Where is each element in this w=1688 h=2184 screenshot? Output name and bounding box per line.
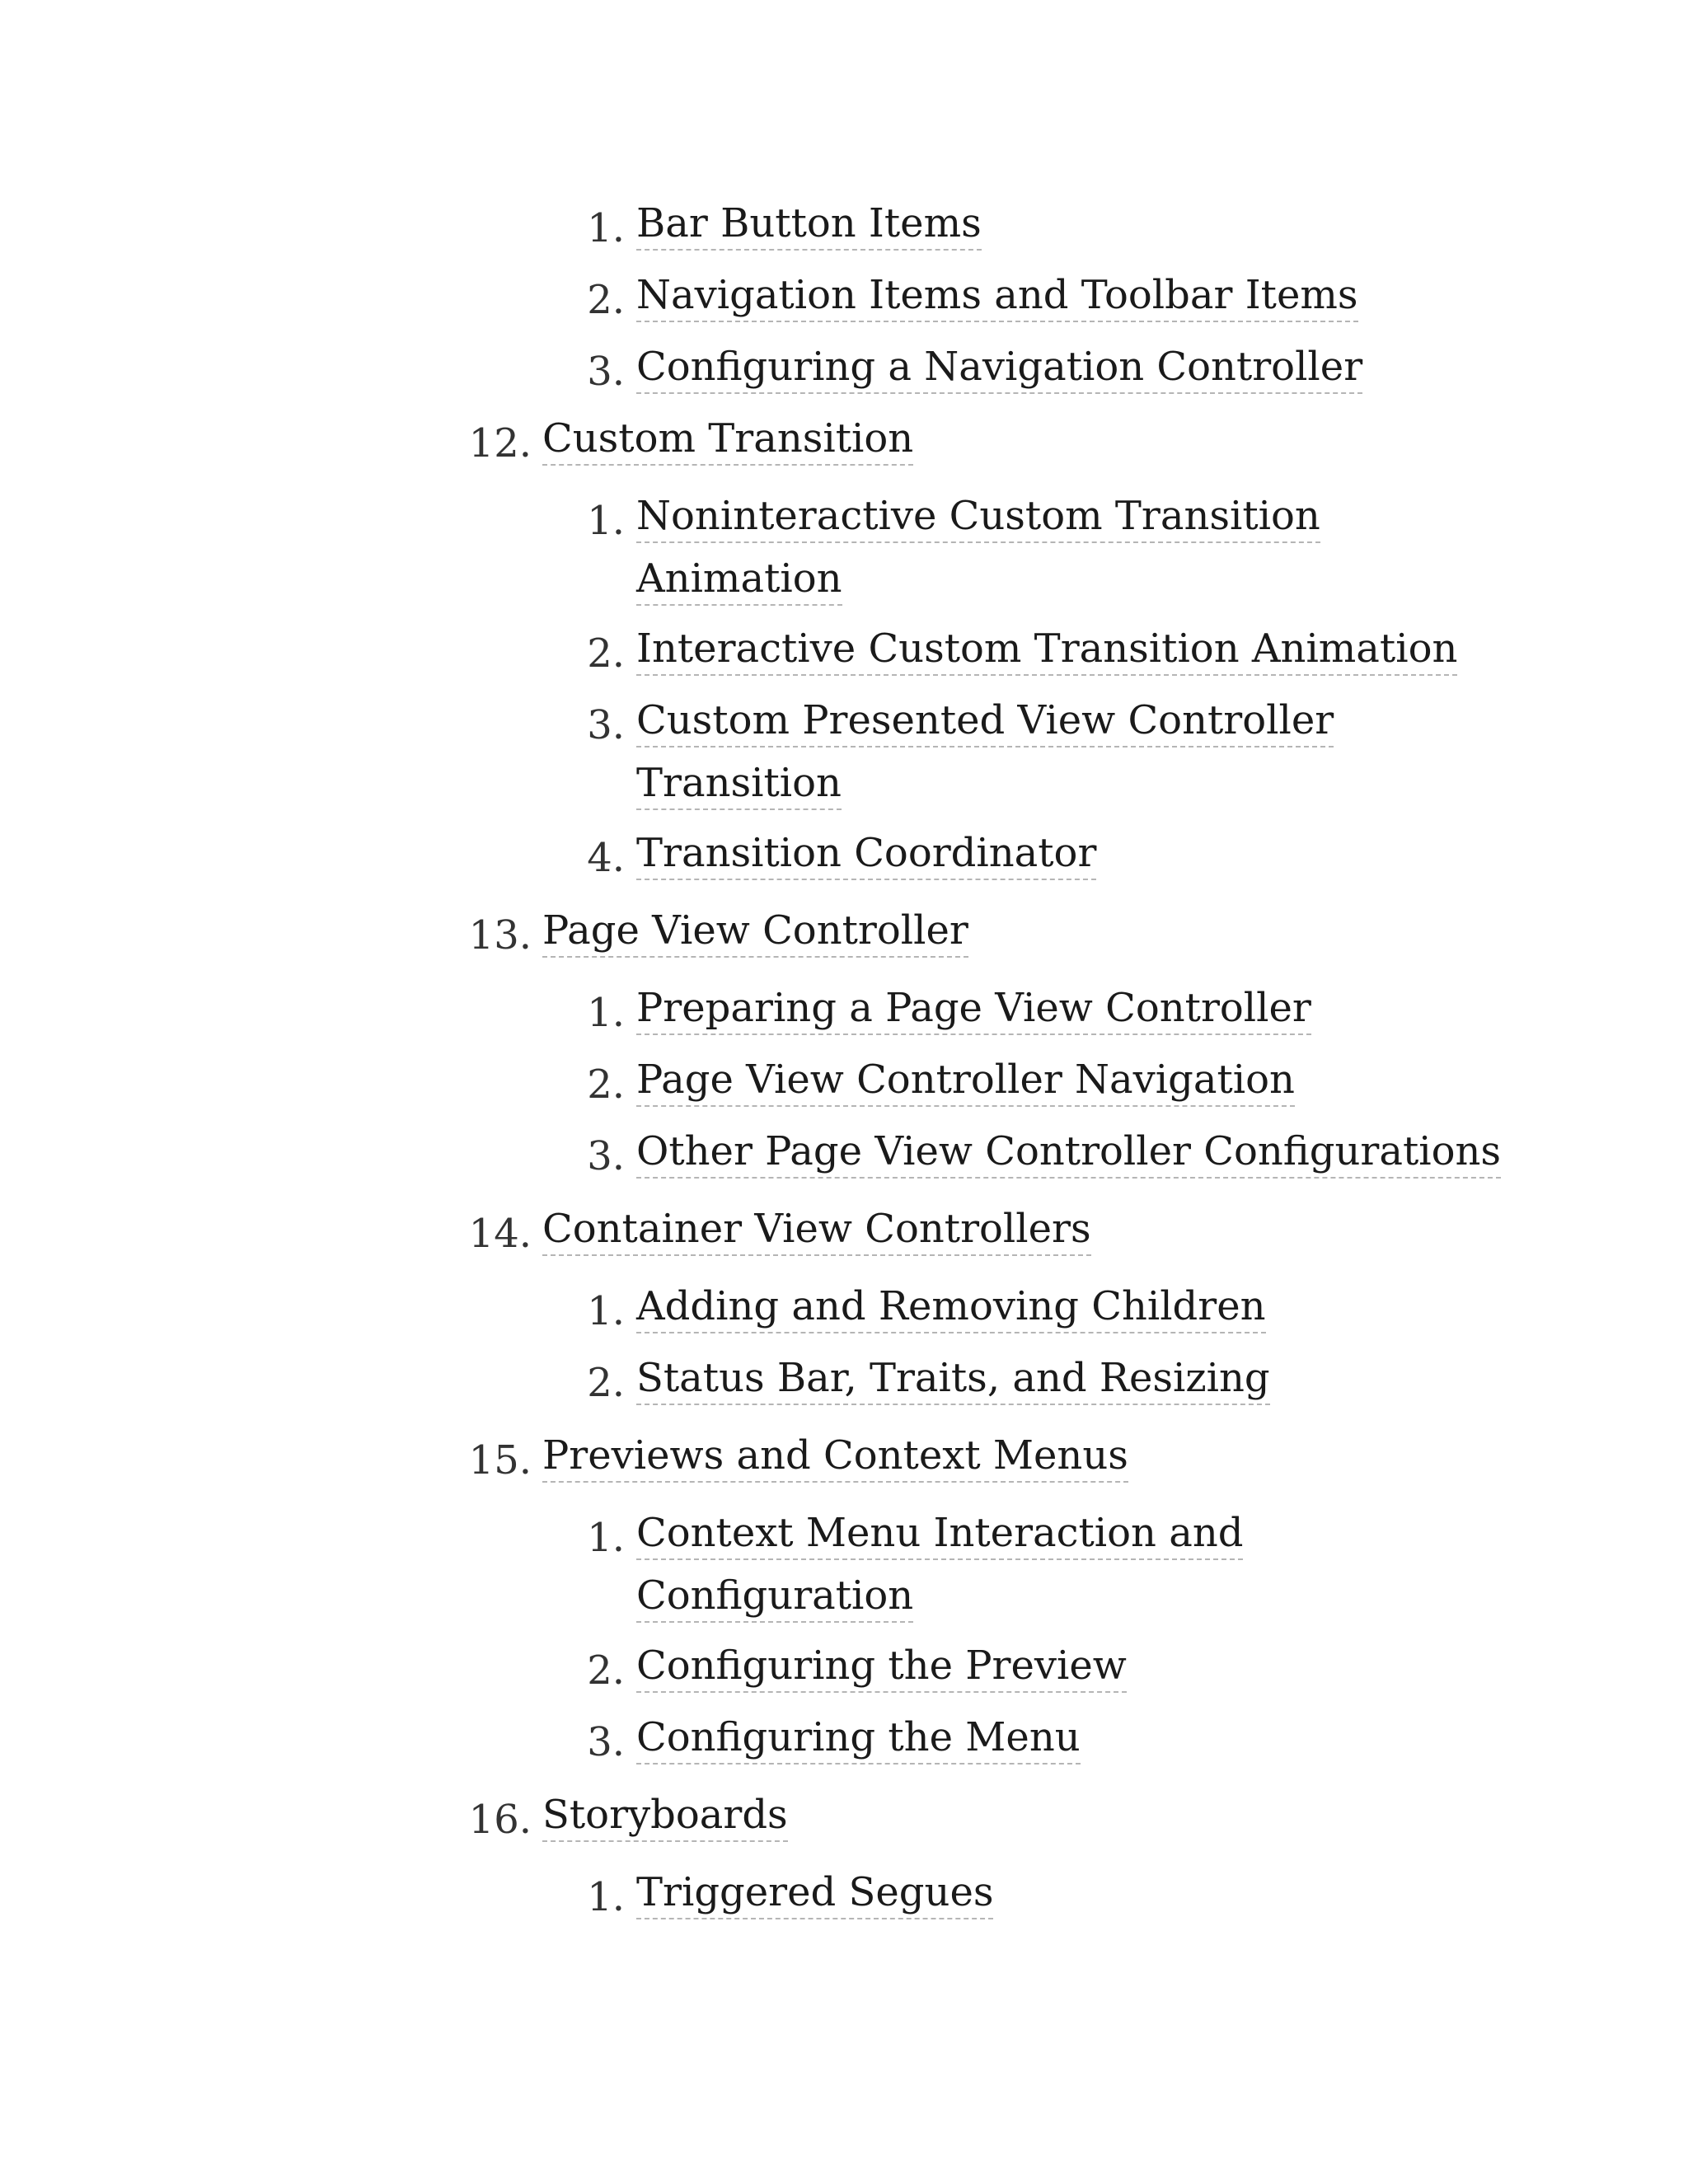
- toc-link-adding-removing-children[interactable]: Adding and Removing Children: [636, 1281, 1266, 1333]
- toc-link-page-view-controller-navigation[interactable]: Page View Controller Navigation: [636, 1054, 1295, 1107]
- toc-link-page-view-controller[interactable]: Page View Controller: [542, 905, 968, 958]
- toc-link-line: Context Menu Interaction and: [636, 1507, 1243, 1560]
- toc-chapter-number: 16.: [468, 1797, 532, 1843]
- toc-item-number: 1.: [587, 1288, 625, 1334]
- toc-link-custom-transition[interactable]: Custom Transition: [542, 413, 913, 466]
- toc-link-noninteractive-animation[interactable]: [636, 490, 1320, 616]
- toc-link-configuring-preview[interactable]: Configuring the Preview: [636, 1640, 1127, 1693]
- toc-link-status-bar-traits[interactable]: Status Bar, Traits, and Resizing: [636, 1352, 1270, 1405]
- toc-item-number: 2.: [587, 1360, 625, 1406]
- toc-item-number: 2.: [587, 277, 625, 323]
- toc-chapter-number: 13.: [468, 912, 532, 958]
- toc-link-custom-presented-transition[interactable]: [636, 695, 1334, 820]
- toc-link-triggered-segues[interactable]: Triggered Segues: [636, 1867, 993, 1919]
- toc-link-container-view-controllers[interactable]: Container View Controllers: [542, 1203, 1091, 1256]
- toc-link-previews-context-menus[interactable]: Previews and Context Menus: [542, 1430, 1128, 1483]
- toc-link-line: Noninteractive Custom Transition: [636, 490, 1320, 543]
- toc-chapter-number: 12.: [468, 420, 532, 466]
- toc-link-line: Transition: [636, 757, 842, 810]
- toc-link-context-menu-interaction[interactable]: [636, 1507, 1243, 1633]
- toc-item-number: 3.: [587, 702, 625, 748]
- toc-chapter-number: 15.: [468, 1437, 532, 1483]
- toc-link-line: Custom Presented View Controller: [636, 695, 1334, 748]
- toc-chapter-number: 14.: [468, 1211, 532, 1257]
- toc-item-number: 3.: [587, 1719, 625, 1765]
- toc-item-number: 3.: [587, 1133, 625, 1179]
- toc-item-number: 2.: [587, 1062, 625, 1108]
- toc-link-navigation-items[interactable]: Navigation Items and Toolbar Items: [636, 269, 1358, 322]
- toc-item-number: 1.: [587, 205, 625, 251]
- toc-link-storyboards[interactable]: Storyboards: [542, 1789, 788, 1842]
- toc-link-interactive-animation[interactable]: Interactive Custom Transition Animation: [636, 623, 1457, 676]
- toc-item-number: 2.: [587, 630, 625, 677]
- toc-link-preparing-page-view-controller[interactable]: Preparing a Page View Controller: [636, 982, 1311, 1035]
- toc-link-line: Configuration: [636, 1570, 913, 1623]
- toc-link-transition-coordinator[interactable]: Transition Coordinator: [636, 827, 1096, 880]
- toc-link-bar-button-items[interactable]: Bar Button Items: [636, 198, 982, 251]
- toc-item-number: 2.: [587, 1647, 625, 1694]
- toc-link-line: Animation: [636, 553, 842, 606]
- toc-item-number: 1.: [587, 498, 625, 544]
- toc-item-number: 1.: [587, 1874, 625, 1920]
- toc-item-number: 3.: [587, 349, 625, 395]
- toc-link-configuring-menu[interactable]: Configuring the Menu: [636, 1712, 1081, 1765]
- toc-item-number: 1.: [587, 1515, 625, 1561]
- toc-link-other-configurations[interactable]: Other Page View Controller Configurations: [636, 1126, 1501, 1179]
- toc-link-configuring-navigation-controller[interactable]: Configuring a Navigation Controller: [636, 341, 1362, 394]
- toc-item-number: 4.: [587, 835, 625, 881]
- toc-item-number: 1.: [587, 990, 625, 1036]
